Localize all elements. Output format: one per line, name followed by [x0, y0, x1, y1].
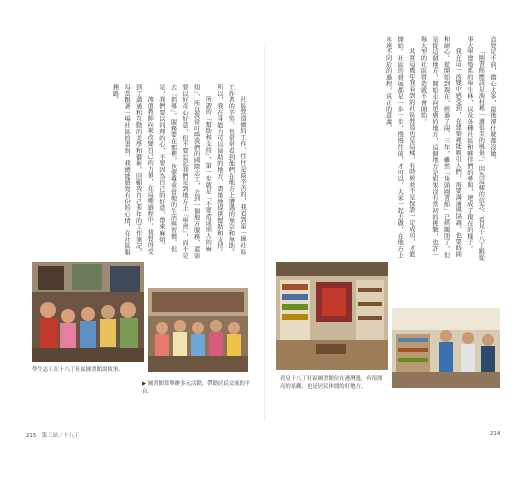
page-number-left: 215 第三站／十八丁 [26, 433, 80, 439]
left-page [22, 36, 254, 431]
photo-children-reading [32, 262, 144, 362]
paragraph: 我在這一改變中感受到，在建築裡能吸引人們，需要溝通與協調，也要時間和耐心。從開始到現在，經過了兩、三年，雖然「角頭圖書館」已經關閉了，但是從這個地方，開始走向更廣的地方，這個地方是如果沒有當初的挑戰，也許一場大型的社區營造就不會開始。 [419, 36, 462, 259]
book-gutter [264, 46, 265, 421]
photo-people-in-library [392, 308, 500, 388]
photo-caption: 看見十八丁社區圖書館位在港灣邊，有很漂亮的景觀，也是居民休閒的好地方。 [280, 376, 383, 390]
paragraph: 其實這幾年我看到的社區營造也是這樣，有時候並不是保證一定成功，才能開始。社區的發展都是一步一步，慢慢往前，才可以，大家一起去做，在地方上永遠不同於的過程，真正的意義。 [384, 36, 415, 259]
right-page-body-text [278, 36, 498, 264]
page-number-right: 214 [490, 431, 501, 437]
paragraph: 「圖書館應該是漁村裡一道很美的風景。」因為這樣的信念，看見十八丁跟從事大學建築系的學生林，以及各種社區和夥伴們的參與，建成了現在的樣子。 [465, 36, 485, 262]
photo-children-holding-books [148, 288, 248, 372]
left-page-body-text [36, 84, 248, 260]
paragraph: 直覺足不前，擔心太多，最後卻什麼都沒做。 [489, 36, 496, 163]
paragraph: 社區營造做的工作，往往是最辛苦的，我看到第一線社區工作者的辛勞，也常常看到他們在地方上遭遇的無奈和無助。所以，我在身能力可以協助的地方，盡量地提供幫助和支持。 [215, 84, 246, 256]
book-spread [22, 36, 501, 439]
photo-caption: 學生志工在十八丁社區圖書館說故事。 [32, 367, 124, 373]
paragraph: 所謂的「幫助和支持」，第一步就是「不要造成別人的麻煩」，所以我常叮嚀我們的國際志工，去到一個地方服務，還需要以好奇心好意，但不要忘記我們是到地方上『學習』，而不是去『指導』。服務要在那裡，也要尊重當地的生活與習慣。但是，我們要以同理的心，不要因為自己的好意，帶來麻煩。 [157, 84, 212, 259]
photo-library-interior [276, 262, 388, 370]
photo-caption: ▶ 圖書館常舉辦多元活動，帶動居民交流的平台。 [142, 381, 251, 395]
paragraph: 流浪教師向來改變自己的力量，在這種過程中，我覺得受到了溝通和互動的美學和藝術。回顧我自己多年的工作筆記，每當跟著一場社區的書寫，我總能感覺有份的心情，在社區服務路。 [111, 84, 154, 256]
